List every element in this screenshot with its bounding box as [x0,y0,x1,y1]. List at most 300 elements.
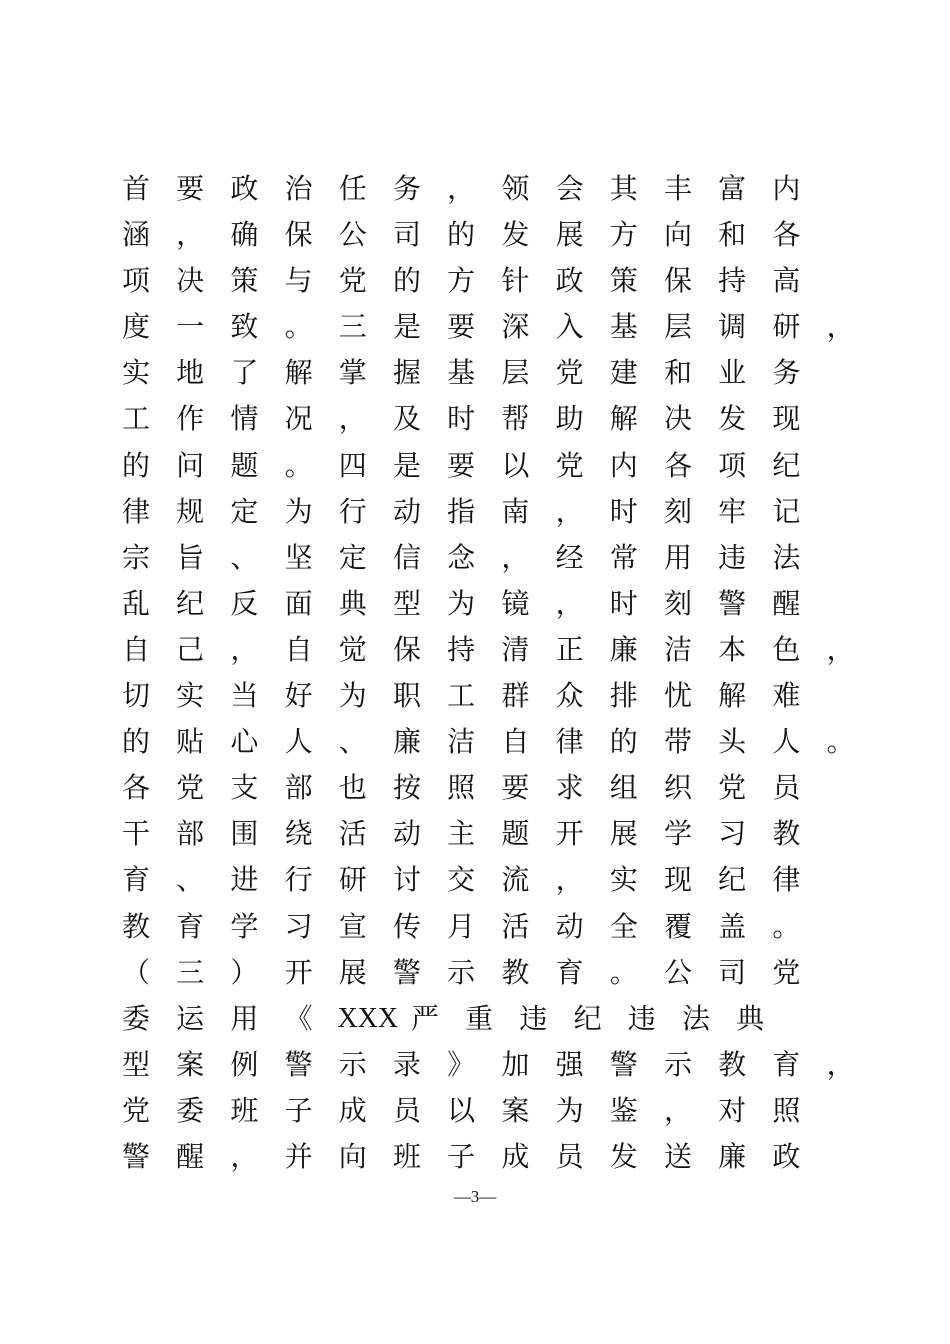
text-char: 法 [772,540,801,574]
text-line [0,627,950,673]
text-char: 己 [176,632,205,666]
text-char: 党 [555,448,584,482]
text-char: 众 [555,679,584,713]
text-char: 严 [410,1001,439,1035]
document-body [0,166,950,1180]
text-char: 实 [121,356,150,390]
text-char: 以 [501,448,530,482]
text-char: 为 [555,1093,584,1127]
text-char: 其 [609,172,638,205]
text-char: 基 [609,310,638,344]
text-char: 育 [772,1047,801,1081]
text-char: 、 [230,540,259,574]
text-char: 绕 [284,817,313,851]
text-char: 党 [338,264,367,298]
text-char: 的 [121,725,150,759]
text-char: 围 [230,817,259,851]
text-char: 高 [772,264,801,298]
text-char: 醒 [176,1139,205,1173]
text-char: 纪 [718,863,747,897]
text-char: 运 [176,1001,205,1035]
text-line [0,396,950,442]
text-char: 违 [718,540,747,574]
text-char: 全 [609,909,638,943]
text-char: 育 [121,863,150,897]
text-char: 人 [772,725,801,759]
text-char: 觉 [338,632,367,666]
text-char: 政 [772,1139,801,1173]
text-char: 实 [176,679,205,713]
text-char: 部 [284,771,313,805]
text-char: 当 [230,679,259,713]
text-char: 为 [338,679,367,713]
text-line [0,857,950,903]
text-char: 与 [284,264,313,298]
text-char: 。 [772,909,801,943]
text-char: 镜 [501,586,530,620]
text-char: 展 [338,955,367,989]
text-char: 研 [772,310,801,344]
text-char: 典 [736,1001,765,1035]
text-char: 保 [392,632,421,666]
text-char: 层 [663,310,692,344]
text-char: 题 [501,817,530,851]
text-char: 建 [609,356,638,390]
text-char: 领 [501,172,530,205]
text-char: 警 [718,586,747,620]
text-char: 示 [447,955,476,989]
text-char: 律 [121,494,150,528]
text-char: 照 [772,1093,801,1127]
text-char: 况 [284,402,313,436]
text-char: 加 [501,1047,530,1081]
text-char: 主 [447,817,476,851]
text-char: 自 [121,632,150,666]
text-char: 动 [392,494,421,528]
text-char: 宗 [121,540,150,574]
text-char: 的 [392,264,421,298]
text-char: 公 [338,218,367,252]
text-line [0,1042,950,1088]
text-char: 心 [230,725,259,759]
text-char: 开 [284,955,313,989]
text-char: 委 [121,1001,150,1035]
text-char: 律 [772,863,801,897]
text-char: 解 [609,402,638,436]
text-char: 育 [176,909,205,943]
text-char: 方 [609,218,638,252]
text-char: 发 [718,402,747,436]
text-char: 持 [718,264,747,298]
text-char: 保 [663,264,692,298]
text-char: 动 [392,817,421,851]
text-char: 员 [555,1139,584,1173]
text-char: 成 [338,1093,367,1127]
text-line [0,304,950,350]
text-char: 三 [338,310,367,344]
text-char: 要 [501,771,530,805]
text-char: 也 [338,771,367,805]
text-char: 的 [447,218,476,252]
text-char: 致 [230,310,259,344]
text-char: 示 [663,1047,692,1081]
text-char: 司 [392,218,421,252]
text-char: 好 [284,679,313,713]
text-char: 刻 [663,494,692,528]
text-line [0,535,950,581]
text-char: 案 [501,1093,530,1127]
text-char: 念 [447,540,476,574]
text-char: 首 [121,172,150,205]
page-number: —3— [453,1187,497,1206]
text-char: 按 [392,771,421,805]
text-char: 三 [176,955,205,989]
text-char: 典 [338,586,367,620]
text-char: 成 [501,1139,530,1173]
text-char: 工 [121,402,150,436]
text-line [0,166,950,212]
text-char: 自 [284,632,313,666]
text-line [0,350,950,396]
text-char: 宣 [338,909,367,943]
text-char: ， [826,632,855,666]
text-char: ， [176,218,205,252]
text-char: 的 [609,725,638,759]
text-char: 头 [718,725,747,759]
text-char: 指 [447,494,476,528]
text-char: 、 [176,863,205,897]
text-char: 业 [718,356,747,390]
text-char: 常 [609,540,638,574]
text-char: 违 [519,1001,548,1035]
text-char: 色 [772,632,801,666]
text-char: 助 [555,402,584,436]
text-char: 鉴 [609,1093,638,1127]
text-char: 强 [555,1047,584,1081]
text-char: 党 [772,955,801,989]
text-char: 排 [609,679,638,713]
text-char: 内 [772,172,801,205]
text-char: 时 [447,402,476,436]
text-char: 旨 [176,540,205,574]
text-char: 四 [338,448,367,482]
text-char: 型 [392,586,421,620]
text-line [0,950,950,996]
text-char: 自 [501,725,530,759]
text-char: 、 [338,725,367,759]
text-char: 本 [718,632,747,666]
text-char: 交 [447,863,476,897]
text-char: 学 [663,817,692,851]
text-char: 的 [121,448,150,482]
text-char: 警 [284,1047,313,1081]
text-line [0,489,950,535]
text-char: 洁 [663,632,692,666]
text-char: 班 [392,1139,421,1173]
text-char: 员 [772,771,801,805]
text-char: 忧 [663,679,692,713]
text-char: 任 [338,172,367,205]
text-char: 司 [718,955,747,989]
text-char: 党 [121,1093,150,1127]
text-char: 覆 [663,909,692,943]
text-char: 掌 [338,356,367,390]
text-char: 例 [230,1047,259,1081]
text-char: 行 [284,863,313,897]
text-char: 方 [447,264,476,298]
text-char: ， [826,310,855,344]
text-char: 项 [121,264,150,298]
text-char: 群 [501,679,530,713]
text-char: 法 [681,1001,710,1035]
text-line [0,581,950,627]
text-char: 讨 [392,863,421,897]
text-char: ， [663,1093,692,1127]
text-char: 了 [230,356,259,390]
text-char: 以 [447,1093,476,1127]
text-char: 地 [176,356,205,390]
text-char: 是 [392,310,421,344]
text-line [0,258,950,304]
text-char: 并 [284,1139,313,1173]
text-char: 为 [284,494,313,528]
text-char: 治 [284,172,313,205]
text-char: 面 [284,586,313,620]
text-char: 录 [392,1047,421,1081]
text-char: 人 [284,725,313,759]
text-char: 组 [609,771,638,805]
text-char: （ [121,955,150,989]
text-char: 活 [338,817,367,851]
text-char: 决 [663,402,692,436]
text-char: 月 [447,909,476,943]
text-char: 研 [338,863,367,897]
text-char: 确 [230,218,259,252]
text-char: 调 [718,310,747,344]
text-char: 动 [555,909,584,943]
text-char: 醒 [772,586,801,620]
text-char: ， [338,402,367,436]
text-char: 。 [284,310,313,344]
text-char: 案 [176,1047,205,1081]
text-char: 决 [176,264,205,298]
text-char: ， [826,1047,855,1081]
text-char: 重 [465,1001,494,1035]
text-char: 教 [121,909,150,943]
text-char: 育 [555,955,584,989]
text-char: 富 [718,172,747,205]
text-char: 策 [230,264,259,298]
text-char: 各 [663,448,692,482]
text-char: 纪 [772,448,801,482]
text-char: ， [447,172,476,205]
text-char: 解 [284,356,313,390]
text-line [0,765,950,811]
text-char: 现 [663,863,692,897]
text-char: 问 [176,448,205,482]
text-char: 支 [230,771,259,805]
text-char: 丰 [663,172,692,205]
text-line [0,719,950,765]
text-char: 难 [772,679,801,713]
text-char: 贴 [176,725,205,759]
text-char: 《 [284,1001,313,1035]
text-char: ， [230,1139,259,1173]
text-char: 规 [176,494,205,528]
text-char: 清 [501,632,530,666]
text-char: 政 [230,172,259,205]
text-char: ， [555,494,584,528]
text-char: 切 [121,679,150,713]
text-char: 情 [230,402,259,436]
text-char: 子 [284,1093,313,1127]
text-char: 刻 [663,586,692,620]
text-char: ） [230,955,259,989]
text-char: 党 [176,771,205,805]
text-line [0,673,950,719]
text-char: ， [230,632,259,666]
text-char: 习 [718,817,747,851]
text-char: 项 [718,448,747,482]
text-char: 。 [609,955,638,989]
text-char: 现 [772,402,801,436]
text-char: ， [555,586,584,620]
text-char: 用 [230,1001,259,1035]
text-char: 层 [501,356,530,390]
text-char: 开 [555,817,584,851]
text-char: 各 [772,218,801,252]
text-char: 信 [392,540,421,574]
text-char: 教 [772,817,801,851]
text-line [0,811,950,857]
text-char: 政 [555,264,584,298]
text-line [0,212,950,258]
text-char: 和 [663,356,692,390]
text-char: 廉 [718,1139,747,1173]
text-char: 律 [555,725,584,759]
text-char: 教 [718,1047,747,1081]
text-char: 帮 [501,402,530,436]
text-char: 洁 [447,725,476,759]
text-char: XXX [337,1002,399,1034]
text-char: 向 [338,1139,367,1173]
text-char: 进 [230,863,259,897]
text-char: 活 [501,909,530,943]
text-char: 各 [121,771,150,805]
text-char: 纪 [176,586,205,620]
text-char: 廉 [392,725,421,759]
text-char: 务 [772,356,801,390]
text-char: 纪 [573,1001,602,1035]
text-char: 一 [176,310,205,344]
text-line [0,996,950,1042]
text-char: 针 [501,264,530,298]
text-char: 行 [338,494,367,528]
text-char: 送 [663,1139,692,1173]
text-char: 实 [609,863,638,897]
text-char: 是 [392,448,421,482]
text-char: 求 [555,771,584,805]
text-char: 度 [121,310,150,344]
text-char: 题 [230,448,259,482]
text-char: 。 [284,448,313,482]
text-char: ， [555,863,584,897]
text-char: 作 [176,402,205,436]
text-char: 乱 [121,586,150,620]
text-char: 学 [230,909,259,943]
text-char: 牢 [718,494,747,528]
text-char: 发 [609,1139,638,1173]
text-char: 和 [718,218,747,252]
text-char: ， [501,540,530,574]
text-char: 》 [447,1047,476,1081]
text-char: 定 [230,494,259,528]
text-char: 内 [609,448,638,482]
text-char: 廉 [609,632,638,666]
text-char: 示 [338,1047,367,1081]
text-char: 班 [230,1093,259,1127]
text-char: 为 [447,586,476,620]
text-line [0,904,950,950]
text-char: 员 [392,1093,421,1127]
text-char: 务 [392,172,421,205]
text-char: 发 [501,218,530,252]
text-char: 持 [447,632,476,666]
text-char: 子 [447,1139,476,1173]
text-char: 带 [663,725,692,759]
text-char: 要 [176,172,205,205]
text-char: 织 [663,771,692,805]
text-char: 习 [284,909,313,943]
text-char: 对 [718,1093,747,1127]
text-char: 保 [284,218,313,252]
text-char: 教 [501,955,530,989]
text-char: 警 [121,1139,150,1173]
text-char: 要 [447,448,476,482]
text-char: 盖 [718,909,747,943]
text-char: 工 [447,679,476,713]
text-char: 深 [501,310,530,344]
text-char: 涵 [121,218,150,252]
text-char: 反 [230,586,259,620]
text-char: 时 [609,494,638,528]
text-char: 警 [609,1047,638,1081]
text-char: 记 [772,494,801,528]
text-char: 南 [501,494,530,528]
text-char: 经 [555,540,584,574]
text-char: 要 [447,310,476,344]
text-char: 部 [176,817,205,851]
text-char: 干 [121,817,150,851]
text-char: 党 [718,771,747,805]
text-char: 违 [627,1001,656,1035]
text-char: 解 [718,679,747,713]
text-char: 及 [392,402,421,436]
text-char: 照 [447,771,476,805]
text-char: 会 [555,172,584,205]
text-char: 职 [392,679,421,713]
text-char: 握 [392,356,421,390]
text-char: 用 [663,540,692,574]
text-char: 向 [663,218,692,252]
text-char: 展 [555,218,584,252]
text-line [0,1134,950,1180]
text-line [0,443,950,489]
text-char: 定 [338,540,367,574]
text-char: 公 [663,955,692,989]
text-char: 正 [555,632,584,666]
text-char: 委 [176,1093,205,1127]
